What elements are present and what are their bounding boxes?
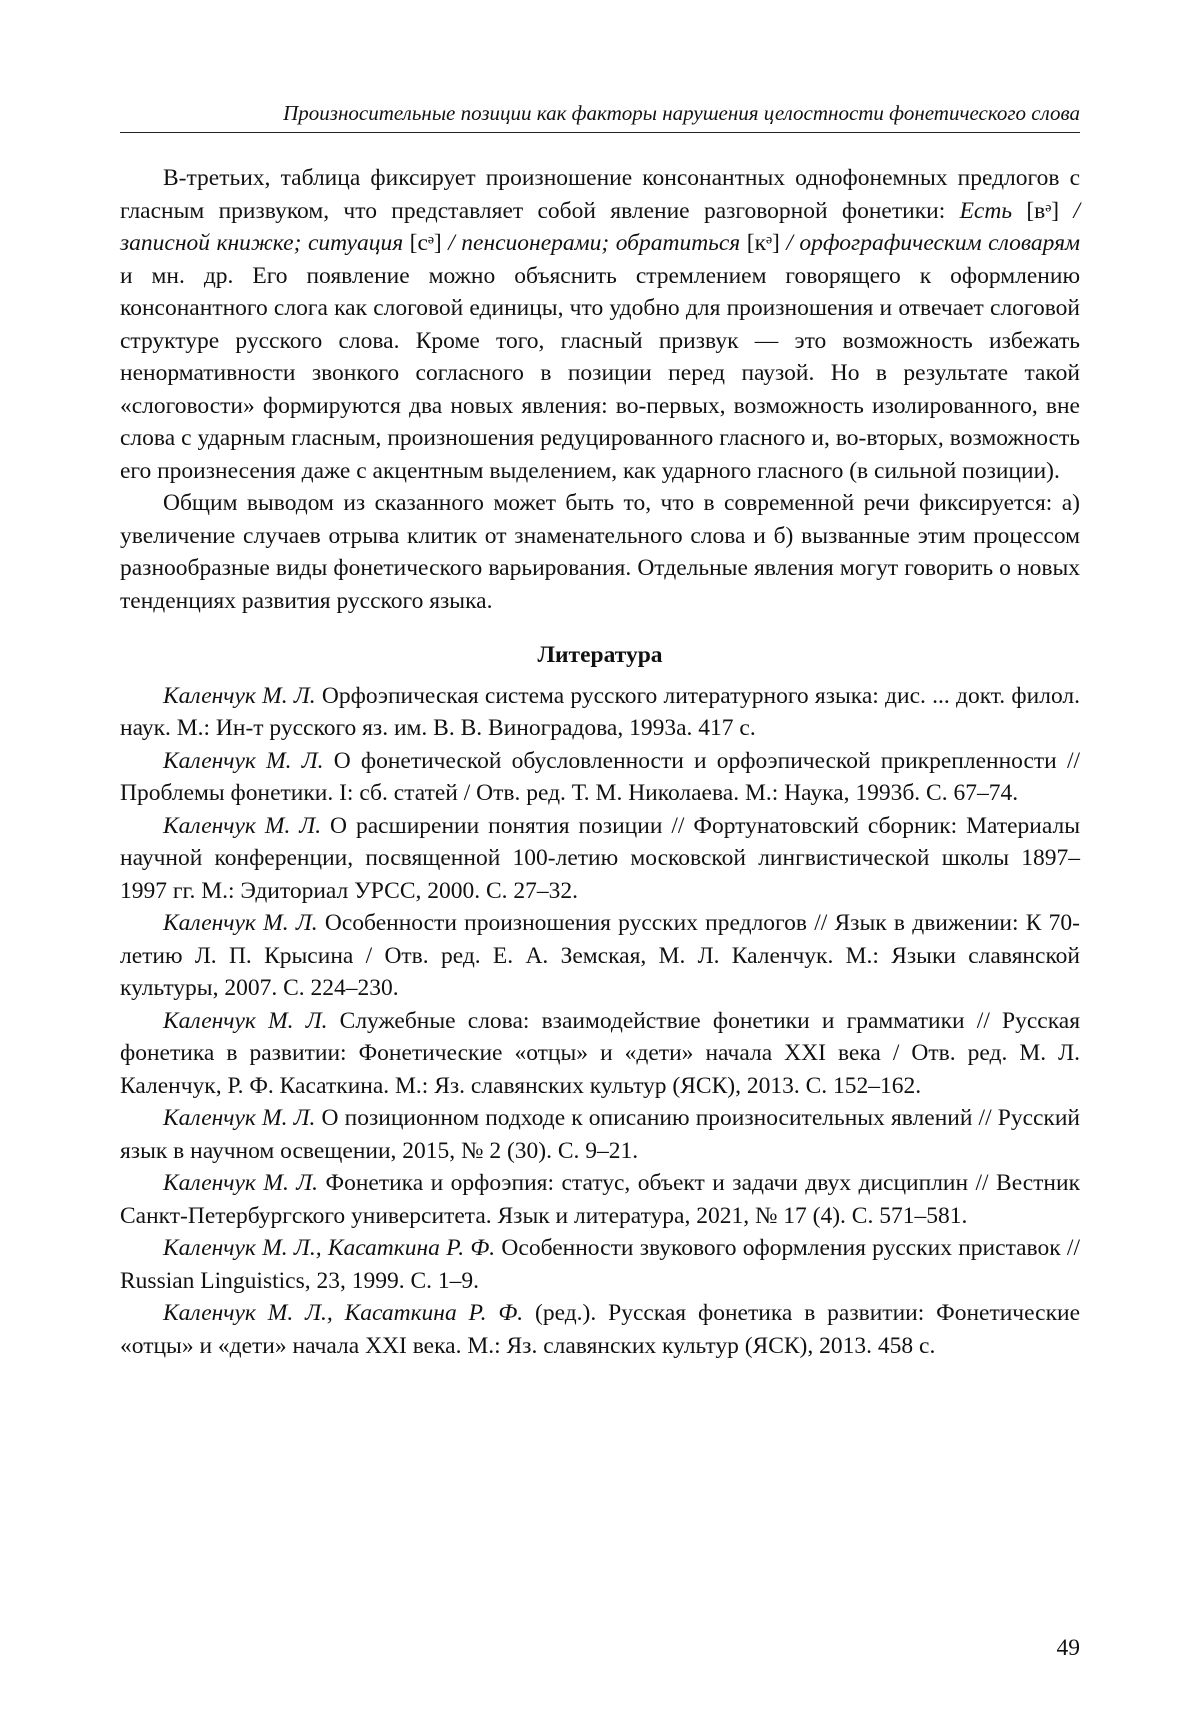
reference-author: Каленчук М. Л. (163, 910, 318, 936)
reference-author: Каленчук М. Л. (163, 1105, 316, 1131)
running-head: Произносительные позиции как факторы нарушения целостности фонетического слова (120, 100, 1080, 133)
paragraph-1-part2: и мн. др. Его появление можно объяснить стремлением говорящего к оформлению консонантного слога как слоговой единицы, что удобно для произношения и отвечает слоговой структуре русского слова. Кроме того, гласный призвук — это возможность избежать ненормативности звонкого согласного в позиции перед паузой. Но в результате такой «слоговости» формируются два новых явления: во-первых, возможность изолированного, вне слова с ударным гласным, произношения редуцированного гласного и, во-вторых, возможность его произнесения даже с акцентным выделением, как ударного гласного (в сильной позиции). (120, 262, 1080, 484)
reference-item (120, 1005, 1080, 1103)
reference-item (120, 1102, 1080, 1167)
reference-text: Особенности звукового оформления русских приставок // Russian Linguistics, 23, 1999. С. 1–9. (120, 1235, 1080, 1294)
transcription-1: [вᵊ] (1012, 197, 1074, 224)
reference-item (120, 1167, 1080, 1232)
reference-text: Фонетика и орфоэпия: статус, объект и задачи двух дисциплин // Вестник Санкт-Петербургского университета. Язык и литература, 2021, № 17 (4). С. 571–581. (120, 1170, 1080, 1229)
reference-item (120, 907, 1080, 1005)
reference-author: Каленчук М. Л. (163, 812, 322, 839)
reference-text: Особенности произношения русских предлогов // Язык в движении: К 70-летию Л. П. Крысина / Отв. ред. Е. А. Земская, М. Л. Каленчук. М.: Языки славянской культуры, 2007. С. 224–230. (120, 910, 1080, 1001)
reference-item (120, 745, 1080, 810)
reference-text: О позиционном подходе к описанию произносительных явлений // Русский язык в научном освещении, 2015, № 2 (30). С. 9–21. (120, 1105, 1080, 1164)
reference-text: Орфоэпическая система русского литературного языка: дис. ... докт. филол. наук. М.: Ин-т русского яз. им. В. В. Виноградова, 1993а. 417 с. (120, 682, 1080, 741)
paragraph-1 (120, 162, 1080, 487)
reference-text: О расширении понятия позиции // Фортунатовский сборник: Материалы научной конференции, посвященной 100-летию московской лингвистической школы 1897–1997 гг. М.: Эдиториал УРСС, 2000. С. 27–32. (120, 812, 1081, 904)
page-number: 49 (1056, 1635, 1080, 1661)
reference-author: Каленчук М. Л. (163, 747, 324, 774)
paragraph-2: Общим выводом из сказанного может быть то, что в современной речи фиксируется: а) увеличение случаев отрыва клитик от знаменательного слова и б) вызванные этим процессом разнообразные виды фонетического варьирования. Отдельные явления могут говорить о новых тенденциях развития русского языка. (120, 490, 1080, 614)
reference-text: О фонетической обусловленности и орфоэпической прикрепленности // Проблемы фонетики. I: сб. статей / Отв. ред. Т. М. Николаева. М.: Наука, 1993б. С. 67–74. (120, 747, 1080, 806)
reference-author: Каленчук М. Л., Касаткина Р. Ф. (163, 1235, 496, 1261)
transcription-3: [кᵊ] (740, 230, 787, 256)
reference-item (120, 1232, 1080, 1297)
paragraph-1-part1: В-третьих, таблица фиксирует произношение консонантных однофонемных предлогов с гласным призвуком, что представляет собой явление разговорной фонетики: (120, 165, 1080, 224)
reference-text: (ред.). Русская фонетика в развитии: Фонетические «отцы» и «дети» начала XXI века. М.: Яз. славянских культур (ЯСК), 2013. 458 с. (120, 1300, 1080, 1359)
reference-item (120, 810, 1080, 908)
example-1: Есть (959, 197, 1013, 224)
reference-author: Каленчук М. Л. (163, 682, 316, 709)
body-text (120, 162, 1080, 1362)
reference-list (120, 680, 1080, 1363)
reference-author: Каленчук М. Л. (163, 1007, 328, 1034)
transcription-2: [сᵊ] (403, 230, 449, 256)
reference-author: Каленчук М. Л., Касаткина Р. Ф. (163, 1300, 524, 1326)
example-4: / орфографическим словарям (786, 230, 1081, 256)
example-2: / записной книжке; ситуация (120, 197, 1080, 256)
references-title: Литература (537, 642, 663, 668)
reference-text: Служебные слова: взаимодействие фонетики и грамматики // Русская фонетика в развитии: Фонетические «отцы» и «дети» начала XXI века / Отв. ред. М. Л. Каленчук, Р. Ф. Касаткина. М.: Яз. славянских культур (ЯСК), 2013. С. 152–162. (120, 1007, 1080, 1099)
reference-author: Каленчук М. Л. (163, 1170, 319, 1196)
reference-item (120, 1297, 1080, 1362)
example-3: / пенсионерами; обратиться (448, 230, 741, 256)
reference-item (120, 680, 1080, 745)
